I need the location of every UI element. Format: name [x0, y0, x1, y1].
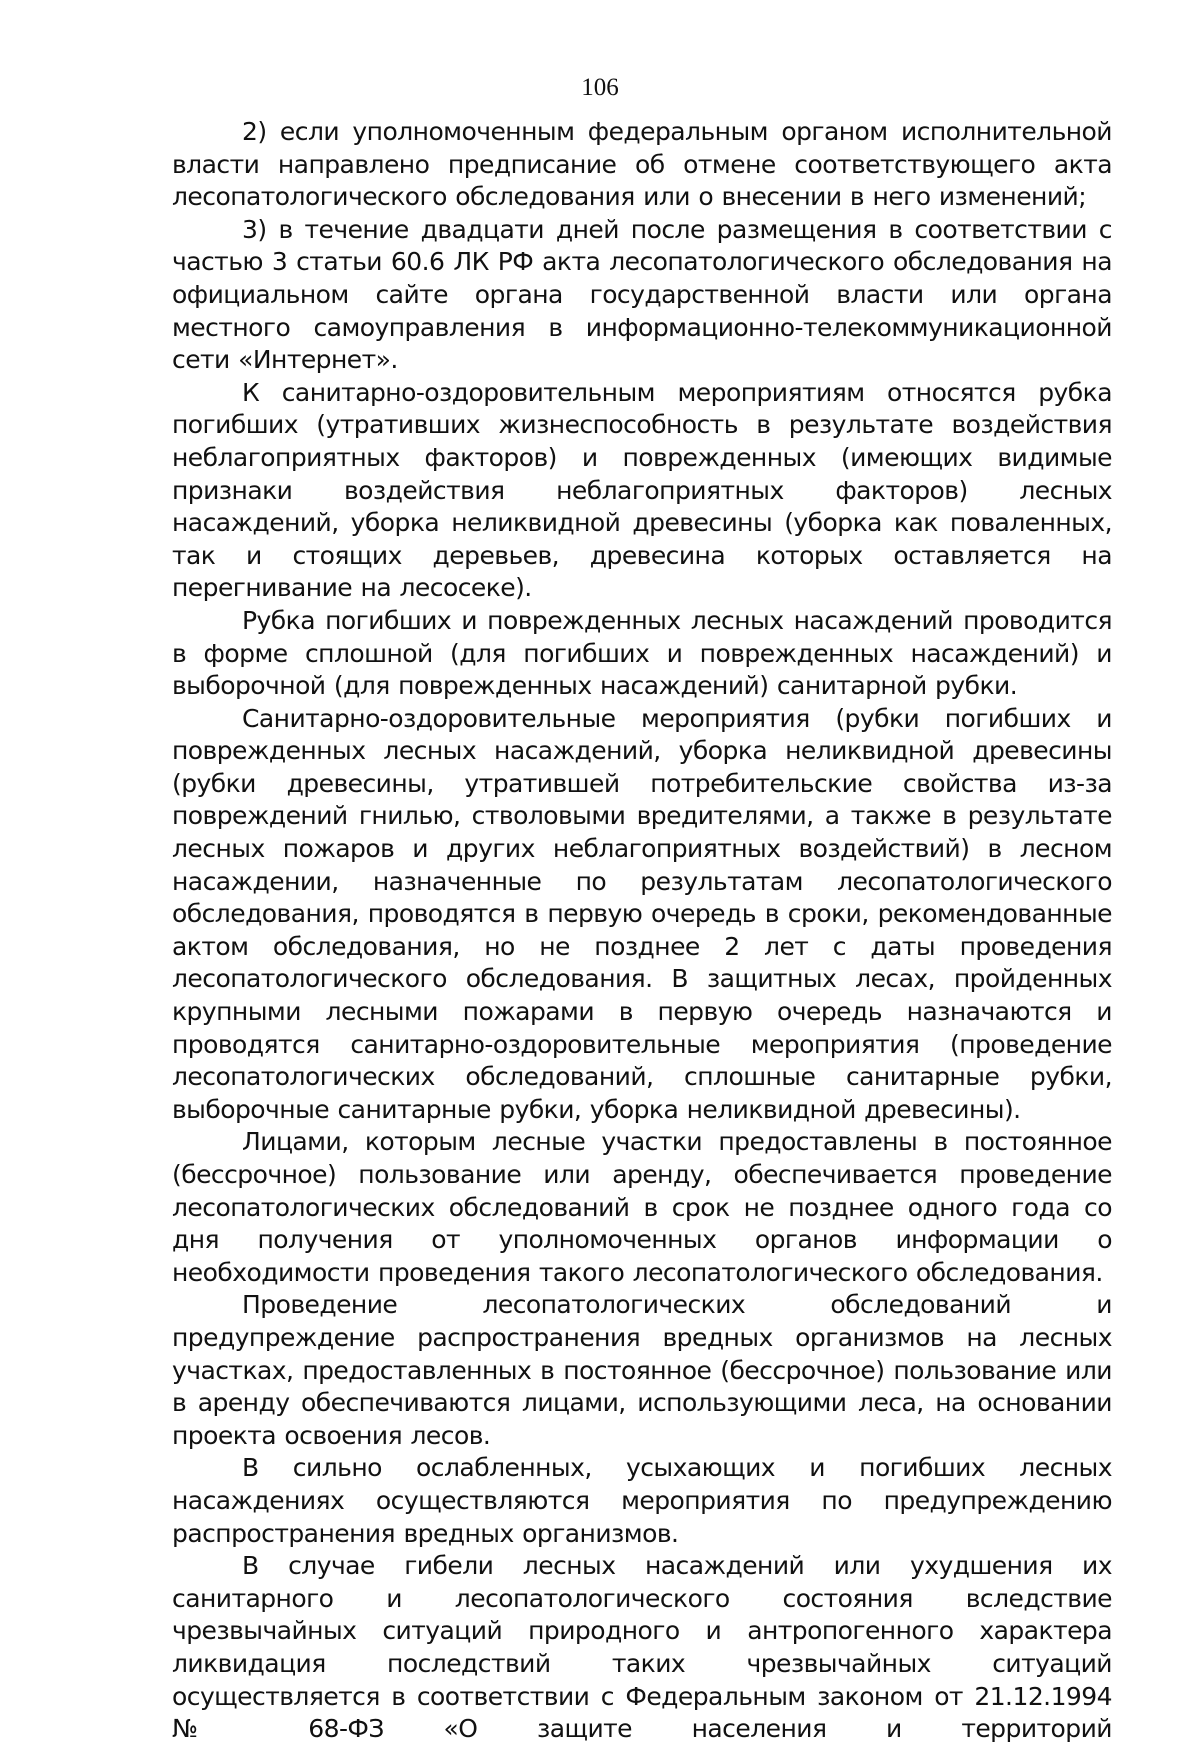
paragraph: 2) если уполномоченным федеральным органом исполнительной власти направлено предписание об отмене соответствующего акта лесопатологического обследования или о внесении в него изменений;	[172, 117, 1112, 212]
paragraph: Лицами, которым лесные участки предоставлены в постоянное (бессрочное) пользование или аренду, обеспечивается проведение лесопатологических обследований в срок не позднее одного года со дня получения от уполномоченных органов информации о необходимости проведения такого лесопатологического обследования.	[172, 1127, 1112, 1287]
paragraph: К санитарно-оздоровительным мероприятиям относятся рубка погибших (утративших жизнеспособность в результате воздействия неблагоприятных факторов) и поврежденных (имеющих видимые признаки воздействия неблагоприятных факторов) лесных насаждений, уборка неликвидной древесины (уборка как поваленных, так и стоящих деревьев, древесина которых оставляется на перегнивание на лесосеке).	[172, 377, 1112, 603]
body-text	[172, 116, 1112, 1746]
paragraph: Проведение лесопатологических обследований и предупреждение распространения вредных организмов на лесных участках, предоставленных в постоянное (бессрочное) пользование или в аренду обеспечиваются лицами, использующими леса, на основании проекта освоения лесов.	[172, 1290, 1112, 1450]
paragraph: 3) в течение двадцати дней после размещения в соответствии с частью 3 статьи 60.6 ЛК РФ акта лесопатологического обследования на официальном сайте органа государственной власти или органа местного самоуправления в информационно-телекоммуникационной сети «Интернет».	[172, 214, 1112, 375]
paragraph: Рубка погибших и поврежденных лесных насаждений проводится в форме сплошной (для погибших и поврежденных насаждений) и выборочной (для поврежденных насаждений) санитарной рубки.	[172, 605, 1112, 701]
paragraph: В сильно ослабленных, усыхающих и погибших лесных насаждениях осуществляются мероприятия по предупреждению распространения вредных организмов.	[172, 1453, 1112, 1548]
paragraph: В случае гибели лесных насаждений или ухудшения их санитарного и лесопатологического состояния вследствие чрезвычайных ситуаций природного и антропогенного характера ликвидация последствий таких чрезвычайных ситуаций осуществляется в соответствии с Федеральным законом от 21.12.1994 № 68-ФЗ «О защите населения и территорий	[172, 1551, 1112, 1744]
page-number: 106	[581, 74, 619, 101]
paragraph: Санитарно-оздоровительные мероприятия (рубки погибших и поврежденных лесных насаждений, уборка неликвидной древесины (рубки древесины, утратившей потребительские свойства из-за повреждений гнилью, стволовыми вредителями, а также в результате лесных пожаров и других неблагоприятных воздействий) в лесном насаждении, назначенные по результатам лесопатологического обследования, проводятся в первую очередь в сроки, рекомендованные актом обследования, но не позднее 2 лет с даты проведения лесопатологического обследования. В защитных лесах, пройденных крупными лесными пожарами в первую очередь назначаются и проводятся санитарно-оздоровительные мероприятия (проведение лесопатологических обследований, сплошные санитарные рубки, выборочные санитарные рубки, уборка неликвидной древесины).	[172, 703, 1112, 1124]
